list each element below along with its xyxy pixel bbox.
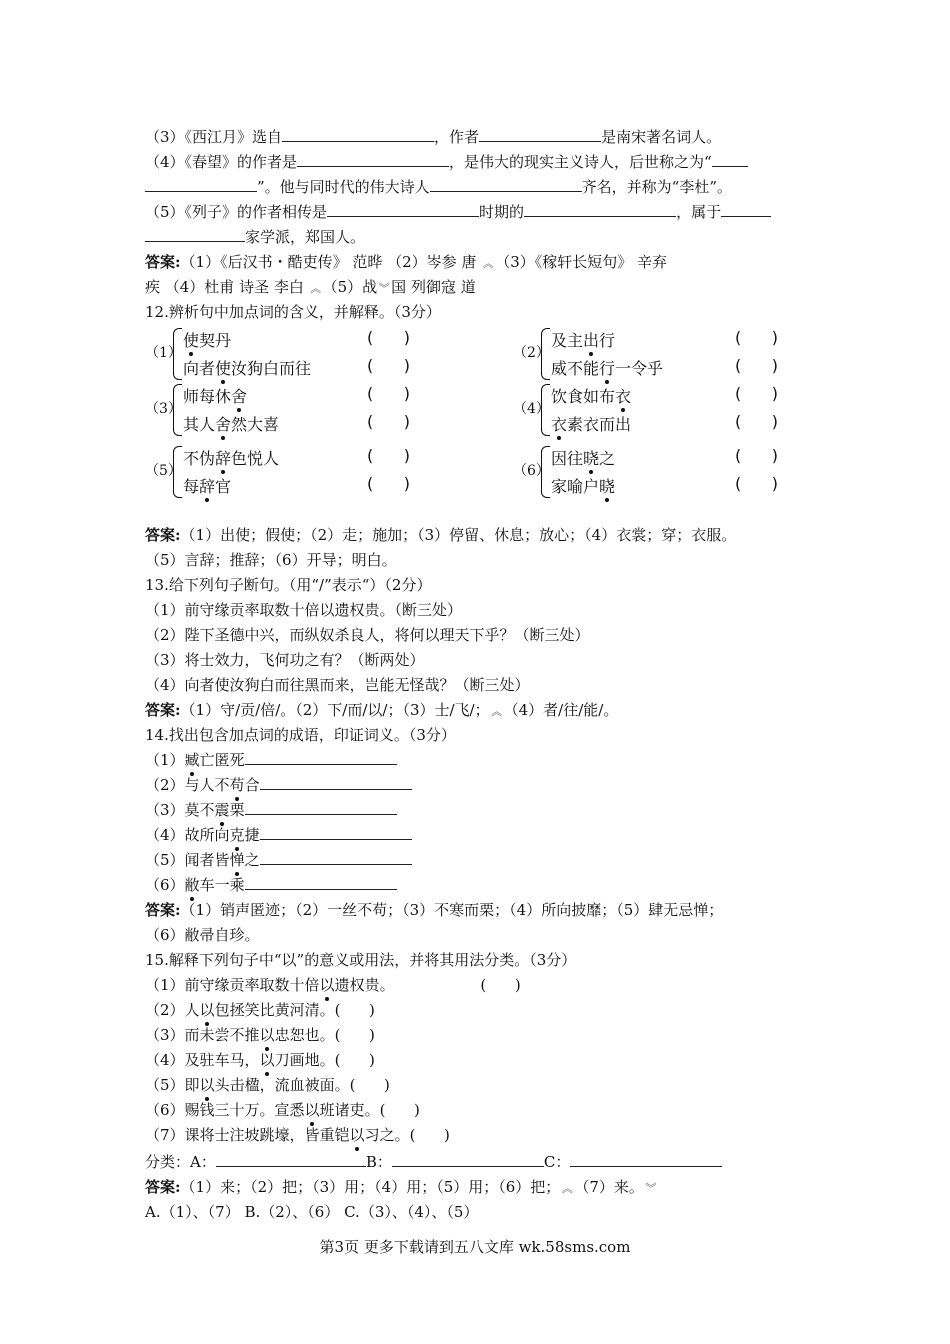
blank[interactable]	[392, 1152, 544, 1167]
q13-answer: 答案:（1）守/贡/倍/。（2）下/而/以/；（3）士/飞/； ︽ （4）者/往/能/。	[145, 699, 618, 723]
blank[interactable]	[245, 800, 397, 815]
q15-item-6: （6）赐钱三十万。宣悉以班诸吏。( )	[145, 1101, 420, 1119]
q15-title: 15.解释下列句子中“以”的意义或用法，并将其用法分类。（3分）	[145, 951, 577, 969]
q13-title: 13.给下列句子断句。（用“/”表示“）（2分）	[145, 576, 432, 594]
q11-line-4b: ”。他与同时代的伟大诗人 齐名，并称为“李杜”。	[145, 176, 732, 198]
q12-group-4: （4） 饮食如布衣 衣素衣而出 ( ) ( )	[513, 384, 778, 434]
q15-item-5: （5）即以头击楹，流血被面。( )	[145, 1076, 390, 1094]
q12-group-5: （5） 不伪辞色悦人 每辞官 ( ) ( )	[145, 446, 410, 496]
blank[interactable]	[282, 127, 434, 142]
q14-item-6: （6）敝车一乘	[145, 874, 397, 896]
blank[interactable]	[570, 1152, 722, 1167]
blank[interactable]	[216, 1152, 366, 1167]
blank[interactable]	[327, 202, 479, 217]
q12-group-6: （6） 因往晓之 家喻户晓 ( ) ( )	[513, 446, 778, 496]
q15-answer-2: A.（1）、（7） B.（2）、（6） C.（3）、（4）、（5）	[145, 1203, 479, 1221]
chevron-up-icon: ︽	[482, 257, 494, 270]
q13-item-3: （3）将士效力，飞何功之有？（断两处）	[145, 651, 425, 669]
q15-item-4: （4）及驻车马，以刀画地。( )	[145, 1051, 375, 1069]
q12-group-3: （3） 师每休舍 其人舍然大喜 ( ) ( )	[145, 384, 410, 434]
q15-item-2: （2）人以包拯笑比黄河清。( )	[145, 1001, 375, 1019]
q12-answer-2: （5）言辞；推辞；（6）开导；明白。	[145, 551, 397, 569]
chevron-up-icon: ︽	[561, 1182, 573, 1195]
q12-group-2: （2） 及主出行 威不能行一令乎 ( ) ( )	[513, 328, 778, 378]
q13-item-1: （1）前守缘贡率取数十倍以遗权贵。（断三处）	[145, 601, 463, 619]
q14-item-4: （4）故所向克捷	[145, 824, 412, 846]
blank[interactable]	[260, 850, 412, 865]
q14-title: 14.找出包含加点词的成语，印证词义。（3分）	[145, 726, 456, 744]
blank[interactable]	[260, 825, 412, 840]
q12-group-1: （1） 使契丹 向者使汝狗白而往 ( ) ( )	[145, 328, 410, 378]
q12-answer: 答案:（1）出使；假使；（2）走；施加；（3）停留、休息；放心；（4）衣裳；穿；衣服。	[145, 526, 737, 544]
q14-item-1: （1）臧亡匿死	[145, 749, 397, 771]
q12-title: 12.辨析句中加点词的含义，并解释。（3分）	[145, 303, 441, 321]
chevron-down-icon: ︾	[645, 1182, 657, 1195]
q14-answer: 答案:（1）销声匿迹；（2）一丝不苟；（3）不寒而栗；（4）所向披靡；（5）肆无忌惮；	[145, 901, 724, 919]
q11-line-5: （5）《列子》的作者相传是 时期的 ，属于	[145, 201, 771, 223]
q11-answer: 答案:（1）《后汉书・酷吏传》 范晔 （2）岑参 唐 ︽ （3）《稼轩长短句》 辛弃	[145, 251, 667, 275]
q13-item-2: （2）陛下圣德中兴，而纵奴杀良人，将何以理天下乎？（断三处）	[145, 626, 590, 644]
q11-line-4: （4）《春望》的作者是 ，是伟大的现实主义诗人，后世称之为“	[145, 151, 748, 173]
page-footer: 第3页 更多下载请到五八文库 wk.58sms.com	[319, 1238, 631, 1256]
q11-line-5b: 家学派，郑国人。	[145, 226, 365, 248]
blank[interactable]	[260, 775, 412, 790]
blank[interactable]	[145, 177, 257, 192]
q15-item-3: （3）而未尝不推以忠恕也。( )	[145, 1026, 375, 1044]
q15-item-7: （7）课将士注坡跳壕，皆重铠以习之。( )	[145, 1126, 450, 1144]
q14-item-5: （5）闻者皆惮之	[145, 849, 412, 871]
q15-classify: 分类：A： B： C：	[145, 1151, 722, 1173]
chevron-up-icon: ︽	[310, 282, 322, 295]
blank[interactable]	[245, 875, 397, 890]
chevron-up-icon: ︽	[491, 705, 503, 718]
q14-item-3: （3）莫不震栗	[145, 799, 397, 821]
blank[interactable]	[245, 750, 397, 765]
q11-line-3: （3）《西江月》选自 ，作者 是南宋著名词人。	[145, 128, 722, 146]
blank[interactable]	[297, 152, 449, 167]
blank[interactable]	[721, 202, 771, 217]
blank[interactable]	[479, 127, 601, 142]
blank[interactable]	[430, 177, 582, 192]
q13-item-4: （4）向者使汝狗白而往黑而来，岂能无怪哉？（断三处）	[145, 676, 530, 694]
blank[interactable]	[524, 202, 676, 217]
q14-answer-2: （6）敝帚自珍。	[145, 926, 260, 944]
blank[interactable]	[712, 152, 748, 167]
q11-answer-2: 疾 （4）杜甫 诗圣 李白 ︽ （5）战 ︾ 国 列御寇 道	[145, 276, 476, 300]
q14-item-2: （2）与人不苟合	[145, 774, 412, 796]
q15-answer: 答案:（1）来；（2）把；（3）用；（4）用；（5）用；（6）把； ︽ （7）来。 ︾	[145, 1176, 658, 1200]
chevron-down-icon: ︾	[378, 282, 390, 295]
blank[interactable]	[145, 227, 245, 242]
q15-item-1: （1）前守缘贡率取数十倍以遗权贵。 ( )	[145, 976, 521, 994]
